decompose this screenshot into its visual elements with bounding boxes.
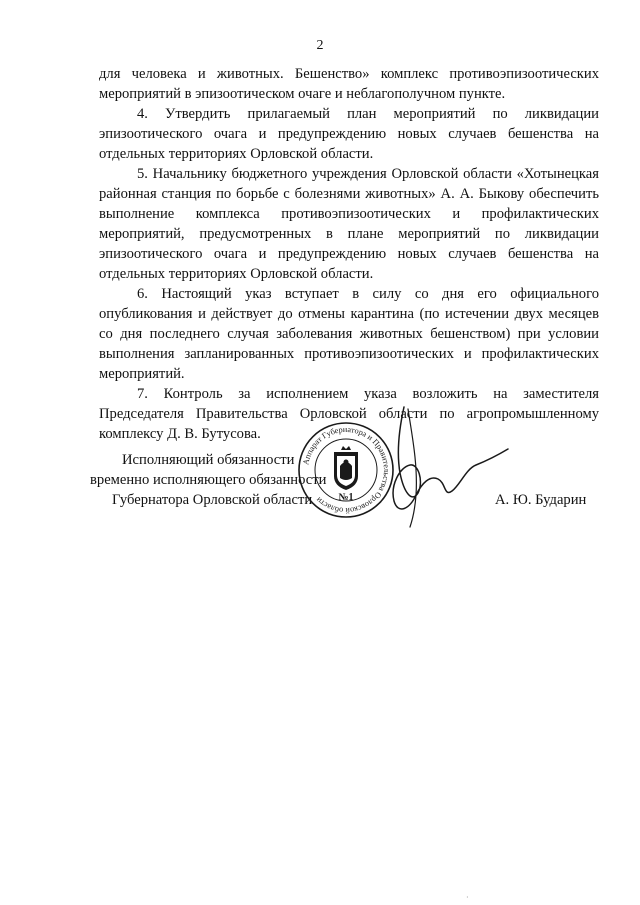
item-4-paragraph: 4. Утвердить прилагаемый план мероприятий по ликвидации эпизоотического очага и предупреждению новых случаев бешенства на отдельных территориях Орловской области. [99,106,599,162]
seal-ring-text: Аппарат Губернатора и Правительства Орловской области [301,424,392,516]
signatory-title-line-3: Губернатора Орловской области [112,492,313,508]
item-5-paragraph: 5. Начальнику бюджетного учреждения Орловской области «Хотынецкая районная станция по борьбе с болезнями животных» А. А. Быкову обеспечить выполнение комплекса противоэпизоотических и профилактических мероприятий, предусмотренных в плане мероприятий по ликвидации эпизоотического очага и предупреждению новых случаев бешенства на отдельных территориях Орловской области. [99,166,599,282]
signatory-name: А. Ю. Бударин [495,492,587,508]
seal-number: №1 [338,492,354,503]
continuation-paragraph: для человека и животных. Бешенство» комплекс противоэпизоотических мероприятий в эпизоотическом очаге и неблагополучном пункте. [99,66,599,102]
document-body [99,64,599,444]
coat-of-arms-emblem [334,446,358,490]
item-6-paragraph: 6. Настоящий указ вступает в силу со дня его официального опубликования и действует до отмены карантина (по истечении двух месяцев со дня последнего случая заболевания животных бешенством) при условии выполнения запланированных противоэпизоотических и профилактических мероприятий. [99,286,599,382]
signatory-title-line-2: временно исполняющего обязанности [90,472,327,488]
footer-mark: · [466,893,469,902]
signatory-title [90,450,326,510]
signatory-title-line-1: Исполняющий обязанности [122,452,295,468]
handwritten-signature [360,405,510,530]
item-7-paragraph: 7. Контроль за исполнением указа возложить на заместителя Председателя Правительства Орловской области по агропромышленному комплексу Д. В. Бутусова. [99,386,599,442]
page-number: 2 [316,38,324,53]
